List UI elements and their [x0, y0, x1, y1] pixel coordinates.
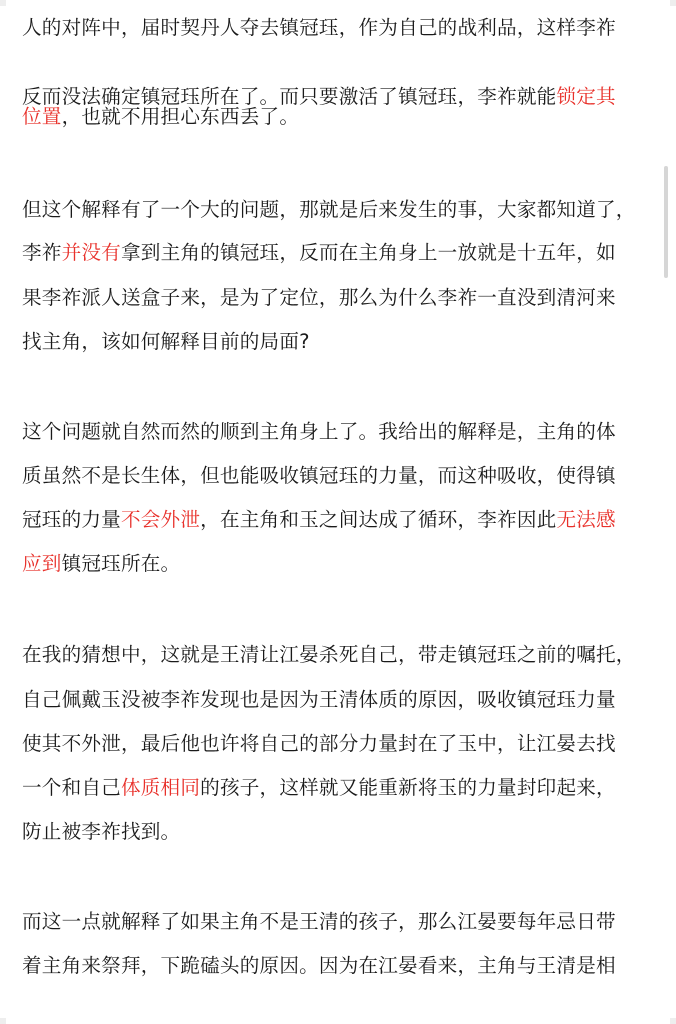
text-line [22, 456, 616, 496]
text-segment: 但这个解释有了一个大的问题，那就是后来发生的事，大家都知道了， [22, 198, 636, 221]
text-segment: 使其不外泄，最后他也许将自己的部分力量封在了玉中，让江晏去找 [22, 732, 616, 755]
text-line [22, 724, 616, 764]
text-line [22, 190, 636, 230]
scrollbar-thumb[interactable] [664, 166, 668, 278]
text-segment: ，也就不用担心东西丢了。 [61, 105, 300, 128]
text-line [22, 680, 616, 720]
text-segment: 找主角，该如何解释目前的局面? [22, 330, 310, 353]
highlighted-text: 位置 [22, 105, 62, 128]
text-segment: 冠珏的力量 [22, 508, 121, 531]
text-line [22, 768, 616, 808]
text-line [22, 8, 616, 48]
text-segment: 着主角来祭拜，下跪磕头的原因。因为在江晏看来，主角与王清是相 [22, 954, 616, 977]
bottom-left-corner-mark [0, 1018, 6, 1024]
text-line [22, 278, 616, 318]
text-segment: 镇冠珏所在。 [61, 552, 181, 575]
highlighted-text: 锁定其 [556, 85, 616, 108]
highlighted-text: 无法感 [556, 508, 616, 531]
text-segment: 自己佩戴玉没被李祚发现也是因为王清体质的原因，吸收镇冠珏力量 [22, 688, 616, 711]
text-segment: 一个和自己 [22, 776, 121, 799]
text-line [22, 635, 636, 675]
text-segment: 在我的猜想中，这就是王清让江晏杀死自己，带走镇冠珏之前的嘱托， [22, 643, 636, 666]
text-segment: 反而没法确定镇冠珏所在了。而只要激活了镇冠珏，李祚就能 [22, 85, 557, 108]
text-segment: 人的对阵中，届时契丹人夺去镇冠珏，作为自己的战利品，这样李祚 [22, 16, 616, 39]
text-line [22, 97, 299, 137]
text-segment: 防止被李祚找到。 [22, 820, 181, 843]
top-right-corner-mark [670, 0, 676, 6]
highlighted-text: 体质相同 [120, 776, 201, 799]
highlighted-text: 并没有 [61, 241, 121, 264]
highlighted-text: 应到 [22, 552, 62, 575]
text-line [22, 233, 616, 273]
highlighted-text: 不会外泄 [120, 508, 201, 531]
text-line [22, 812, 180, 852]
text-segment: 拿到主角的镇冠珏，反而在主角身上一放就是十五年，如 [120, 241, 616, 264]
text-segment: 的孩子，这样就又能重新将玉的力量封印起来， [200, 776, 616, 799]
top-left-corner-mark [0, 0, 6, 6]
text-segment: 果李祚派人送盒子来，是为了定位，那么为什么李祚一直没到清河来 [22, 286, 616, 309]
text-segment: ，在主角和玉之间达成了循环，李祚因此 [200, 508, 557, 531]
text-line [22, 500, 616, 540]
text-segment: 李祚 [22, 241, 62, 264]
text-line [22, 412, 616, 452]
text-line [22, 902, 616, 942]
text-segment: 这个问题就自然而然的顺到主角身上了。我给出的解释是，主角的体 [22, 420, 616, 443]
text-line [22, 322, 310, 362]
text-line [22, 544, 180, 584]
text-segment: 而这一点就解释了如果主角不是王清的孩子，那么江晏要每年忌日带 [22, 910, 616, 933]
text-line [22, 946, 616, 986]
bottom-right-corner-mark [670, 1018, 676, 1024]
text-segment: 质虽然不是长生体，但也能吸收镇冠珏的力量，而这种吸收，使得镇 [22, 464, 616, 487]
